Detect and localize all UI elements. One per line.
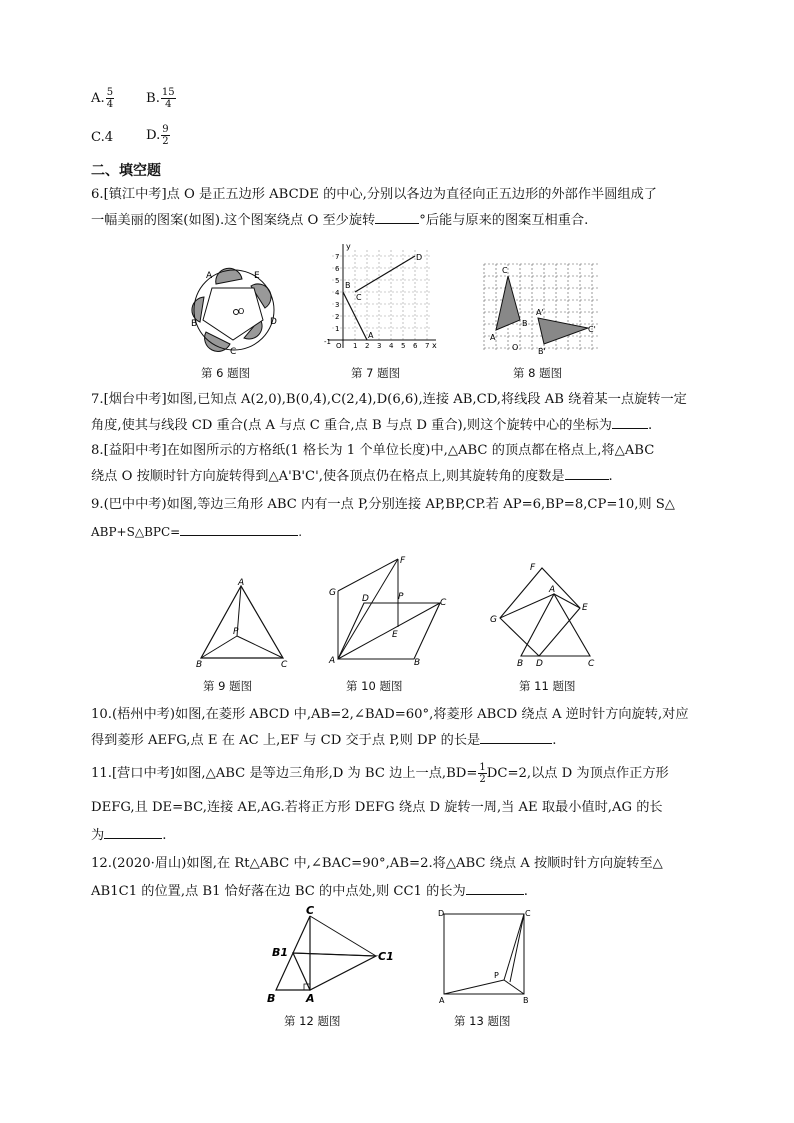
- q9-line2: ABP+S△BPC= .: [91, 525, 303, 539]
- section-title: 二、填空题: [91, 163, 161, 179]
- f6-label-b: B: [191, 319, 198, 329]
- f6-label-a: A: [206, 271, 213, 281]
- q6-line2-text: 一幅美丽的图案(如图).这个图案绕点 O 至少旋转: [91, 213, 376, 228]
- f13-label-p: P: [494, 971, 499, 980]
- q9-line2-text: ABP+S△BPC=: [91, 525, 181, 539]
- f7-label-c: C: [356, 293, 362, 302]
- q11-line1-tail: DC=2,以点 D 为顶点作正方形: [486, 766, 669, 781]
- f13-label-a: A: [439, 996, 445, 1004]
- q11-answer-blank[interactable]: [104, 826, 162, 839]
- option-d-letter: D.: [146, 128, 161, 143]
- f7-tick-y6: 6: [335, 265, 340, 273]
- f11-label-f: F: [530, 563, 536, 573]
- f10-label-g: G: [329, 588, 336, 598]
- f12-label-a: A: [306, 992, 315, 1005]
- f9-label-b: B: [196, 660, 203, 668]
- figure-9: [193, 578, 289, 668]
- option-b: [146, 87, 176, 110]
- f8-label-a: A: [490, 333, 496, 342]
- f7-label-b: B: [345, 281, 351, 290]
- q6-line2: [91, 210, 588, 232]
- f10-label-p: P: [398, 592, 404, 602]
- f13-label-d: D: [438, 909, 445, 918]
- option-d: [146, 124, 170, 147]
- f7-tick-y7: 7: [335, 253, 340, 261]
- f9-label-p: P: [233, 627, 239, 637]
- f7-tick-y4: 4: [335, 289, 340, 297]
- f7-tick-x6: 6: [413, 342, 418, 350]
- q7-line2-text: 角度,使其与线段 CD 重合(点 A 与点 C 重合,点 B 与点 D 重合),则这个旋转中心的坐标为: [91, 418, 612, 433]
- f13-label-b: B: [523, 996, 529, 1004]
- q6-line2-tail: °后能与原来的图案互相重合.: [419, 213, 589, 228]
- f8-label-a-prime: A': [536, 308, 544, 317]
- caption-figure-12: 第 12 题图: [284, 1014, 341, 1028]
- f12-label-c: C: [306, 904, 315, 917]
- f10-label-f: F: [400, 556, 406, 566]
- figure-7: [322, 240, 442, 356]
- f7-tick-x1: 1: [353, 342, 358, 350]
- f10-label-b: B: [414, 658, 421, 667]
- q10-line2: 得到菱形 AEFG,点 E 在 AC 上,EF 与 CD 交于点 P,则 DP 的长是 .: [91, 733, 557, 748]
- figure-12: [262, 904, 402, 1008]
- option-b-letter: B.: [146, 91, 160, 106]
- f6-label-c: C: [230, 347, 237, 357]
- caption-figure-13: 第 13 题图: [454, 1014, 511, 1028]
- option-c-letter: C.4: [91, 130, 114, 145]
- q8-answer-blank[interactable]: [565, 467, 609, 480]
- option-a-letter: A.: [91, 91, 105, 106]
- f10-label-a: A: [329, 656, 336, 666]
- f10-label-e: E: [392, 630, 398, 640]
- f8-label-b-prime: B': [538, 347, 546, 356]
- figure-6: [186, 262, 282, 358]
- q11-line3-text: 为: [91, 828, 105, 843]
- option-a-fraction: $\frac{5}{4}$: [106, 87, 114, 110]
- f12-label-b: B: [267, 992, 276, 1005]
- f11-label-a: A: [549, 585, 556, 595]
- f7-label-a: A: [368, 331, 374, 340]
- f11-label-b: B: [517, 659, 524, 668]
- q11-line3: 为 .: [91, 828, 167, 843]
- f6-label-e: E: [254, 271, 260, 281]
- q11-fraction: $\frac{1}{2}$: [479, 762, 486, 785]
- f12-label-c1: C1: [378, 950, 394, 963]
- f7-tick-y5: 5: [335, 277, 340, 285]
- caption-figure-6: 第 6 题图: [201, 366, 251, 380]
- f7-label-d: D: [416, 253, 423, 262]
- f8-label-c: C: [502, 266, 508, 275]
- f13-label-c: C: [525, 909, 531, 918]
- caption-figure-8: 第 8 题图: [513, 366, 563, 380]
- f7-tick-x7: 7: [425, 342, 430, 350]
- f7-tick-x2: 2: [365, 342, 370, 350]
- f7-neg-one: -1: [324, 338, 331, 346]
- option-b-fraction: $\frac{15}{4}$: [161, 87, 175, 110]
- f10-label-c: C: [440, 598, 447, 608]
- f11-label-d: D: [536, 659, 543, 668]
- f10-label-d: D: [362, 594, 369, 604]
- q12-line2-text: AB1C1 的位置,点 B1 恰好落在边 BC 的中点处,则 CC1 的长为: [91, 884, 466, 899]
- figure-8: [480, 260, 604, 358]
- q10-line1: 10.(梧州中考)如图,在菱形 ABCD 中,AB=2,∠BAD=60°,将菱形 ABCD 绕点 A 逆时针方向旋转,对应: [91, 707, 689, 722]
- figure-10: [326, 555, 450, 667]
- f8-label-o: O: [512, 343, 519, 352]
- f8-label-c-prime: C': [588, 325, 596, 334]
- q12-line1: 12.(2020·眉山)如图,在 Rt△ABC 中,∠BAC=90°,AB=2.将△ABC 绕点 A 按顺时针方向旋转至△: [91, 856, 663, 871]
- q11-line2: DEFG,且 DE=BC,连接 AE,AG.若将正方形 DEFG 绕点 D 旋转一周,当 AE 取最小值时,AG 的长: [91, 800, 663, 815]
- f6-label-o: O: [238, 307, 245, 316]
- f11-label-g: G: [490, 615, 497, 625]
- q6-answer-blank[interactable]: [375, 211, 419, 224]
- f7-tick-x4: 4: [389, 342, 394, 350]
- caption-figure-9: 第 9 题图: [203, 679, 253, 693]
- f11-label-c: C: [588, 659, 595, 668]
- q8-line1: 8.[益阳中考]在如图所示的方格纸(1 格长为 1 个单位长度)中,△ABC 的顶点都在格点上,将△ABC: [91, 443, 655, 458]
- f7-origin: O: [336, 342, 342, 350]
- f11-label-e: E: [582, 603, 588, 613]
- q8-line2: 绕点 O 按顺时针方向旋转得到△A'B'C',使各顶点仍在格点上,则其旋转角的度数是 .: [91, 469, 613, 484]
- f7-tick-x5: 5: [401, 342, 406, 350]
- q7-line2: 角度,使其与线段 CD 重合(点 A 与点 C 重合,点 B 与点 D 重合),则这个旋转中心的坐标为 .: [91, 418, 653, 433]
- q11-line1-text: 11.[营口中考]如图,△ABC 是等边三角形,D 为 BC 边上一点,BD=: [91, 766, 478, 781]
- q11-line1: [91, 762, 669, 785]
- f9-label-c: C: [281, 660, 288, 668]
- caption-figure-10: 第 10 题图: [346, 679, 403, 693]
- f9-label-a: A: [238, 578, 245, 588]
- f7-tick-y2: 2: [335, 313, 340, 321]
- option-c: [91, 127, 113, 149]
- q8-line2-text: 绕点 O 按顺时针方向旋转得到△A'B'C',使各顶点仍在格点上,则其旋转角的度数是: [91, 469, 565, 484]
- f7-tick-y1: 1: [335, 325, 340, 333]
- f6-label-d: D: [270, 317, 277, 327]
- q9-answer-blank[interactable]: [180, 523, 298, 536]
- caption-figure-11: 第 11 题图: [519, 679, 576, 693]
- caption-figure-7: 第 7 题图: [351, 366, 401, 380]
- q7-line1: 7.[烟台中考]如图,已知点 A(2,0),B(0,4),C(2,4),D(6,6),连接 AB,CD,将线段 AB 绕着某一点旋转一定: [91, 392, 687, 407]
- f7-axis-y: y: [346, 242, 351, 251]
- f7-axis-x: x: [432, 341, 437, 350]
- q12-answer-blank[interactable]: [466, 882, 524, 895]
- option-d-fraction: $\frac{9}{2}$: [162, 124, 169, 147]
- f8-label-b: B: [522, 319, 528, 328]
- q10-answer-blank[interactable]: [480, 731, 552, 744]
- figure-13: [436, 908, 534, 1004]
- option-a: [91, 87, 114, 110]
- f12-label-b1: B1: [272, 946, 289, 959]
- q6-line1: 6.[镇江中考]点 O 是正五边形 ABCDE 的中心,分别以各边为直径向正五边形的外部作半圆组成了: [91, 187, 657, 202]
- q10-line2-text: 得到菱形 AEFG,点 E 在 AC 上,EF 与 CD 交于点 P,则 DP 的长是: [91, 733, 481, 748]
- f7-tick-y3: 3: [335, 301, 340, 309]
- figure-11: [486, 560, 604, 668]
- q12-line2: AB1C1 的位置,点 B1 恰好落在边 BC 的中点处,则 CC1 的长为 .: [91, 884, 528, 899]
- f7-tick-x3: 3: [377, 342, 382, 350]
- q9-line1: 9.(巴中中考)如图,等边三角形 ABC 内有一点 P,分别连接 AP,BP,CP.若 AP=6,BP=8,CP=10,则 S△: [91, 497, 675, 512]
- q7-answer-blank[interactable]: [612, 416, 648, 429]
